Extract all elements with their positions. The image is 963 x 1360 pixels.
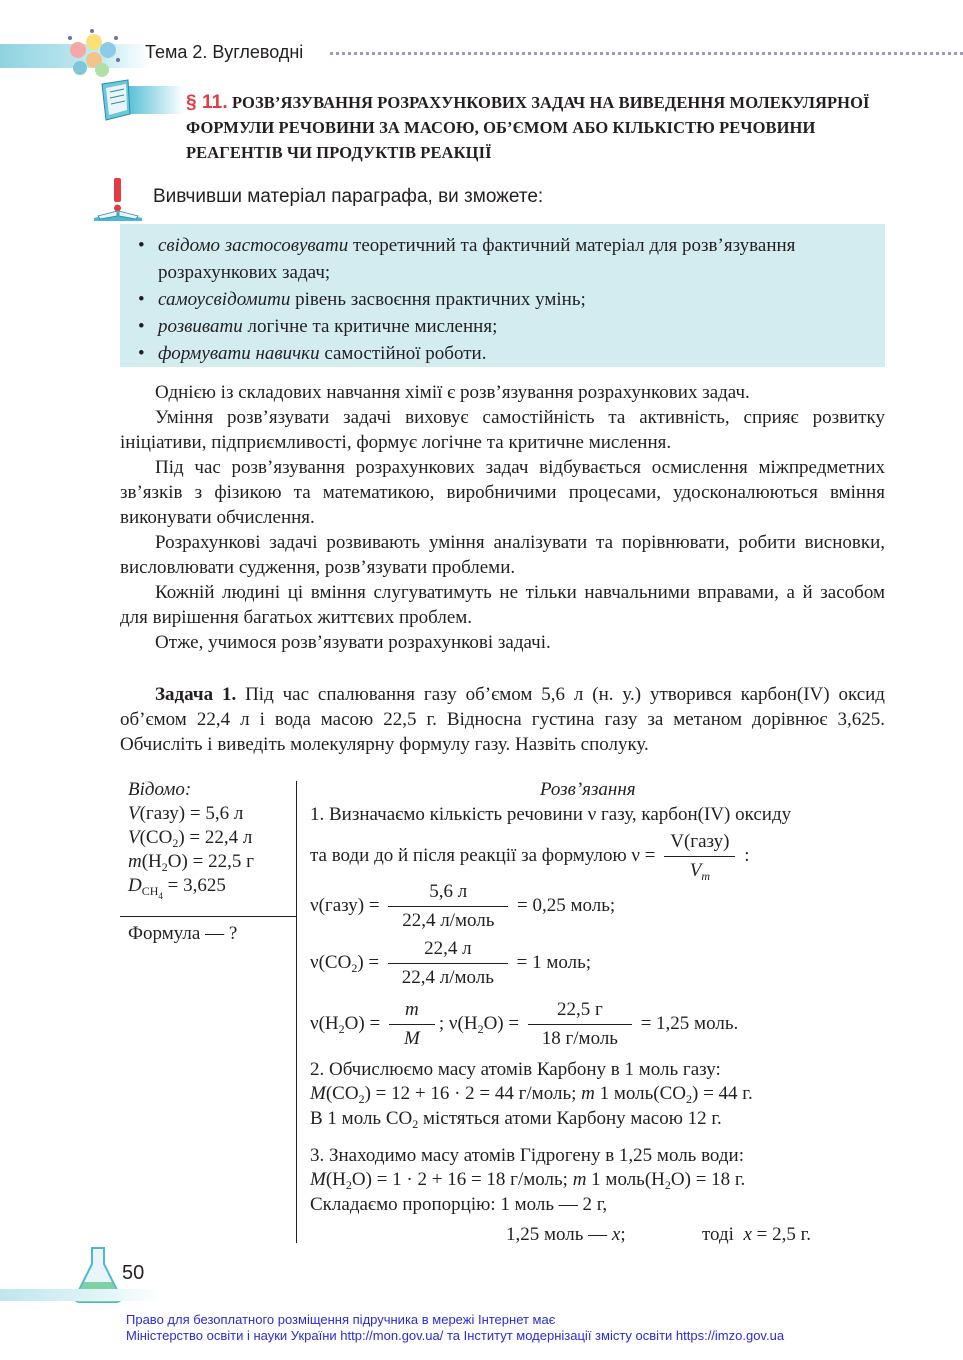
goal-emphasis: формувати навички: [158, 343, 320, 364]
step3-result: тоді x = 2,5 г.: [702, 1224, 812, 1245]
step3-line2: $M(H_2O) = 1 \cdot 2 + 16 = 18$ г/моль; m 1 $моль(H_2O) = 18$ г.: [310, 1169, 746, 1192]
goal-emphasis: самоусвідомити: [158, 289, 291, 310]
given-v-co2: $V(CO_2) = 22,4$ л: [128, 827, 253, 850]
nu-h2o-equation: $\nu(H_2O)$ = $\frac{m}{M}$ ; $\nu(H_2O)$ = $\frac{22,5 г}{\text{18 г/моль}}$ = 1,25 моль.: [310, 999, 739, 1049]
step3-line1: 3. Знаходимо масу атомів Гідрогену в 1,25 моль води:: [310, 1145, 744, 1166]
step2-line3: В 1 моль $CO_2$ містяться атоми Карбону масою 12 г.: [310, 1108, 722, 1131]
goal-text: теоретичний та фактичний матеріал для розв’язування розрахункових задач;: [158, 235, 796, 283]
header-dotted-line: [330, 52, 963, 55]
learning-goals-heading: Вивчивши матеріал параграфа, ви зможете:: [153, 186, 544, 207]
given-find: Формула — ?: [128, 923, 238, 944]
paragraph: Уміння розв’язувати задачі виховує самостійність та активність, сприяє розвитку ініціативи, підприємливості, формує логічне та критичне мислення.: [120, 407, 885, 453]
list-item: [158, 286, 885, 313]
given-underline: [120, 916, 296, 917]
page-number: 50: [122, 1262, 145, 1284]
open-book-exclamation-icon: [92, 178, 148, 222]
section-number: § 11.: [186, 92, 228, 113]
learning-goals-list: [120, 224, 885, 367]
license-line-1: Право для безоплатного розміщення підручника в мережі Інтернет має: [126, 1312, 556, 1327]
paragraph: Однією із складових навчання хімії є розв’язування розрахункових задач.: [155, 382, 750, 403]
goal-emphasis: свідомо застосовувати: [158, 235, 349, 256]
step1-line2: та води до й після реакції за формулою ν = $\frac{\text{V(газу)}}{V_m}$ :: [310, 831, 750, 883]
topic-title: Тема 2. Вуглеводні: [145, 42, 304, 62]
license-line-2[interactable]: Міністерство освіти і науки України http://mon.gov.ua/ та Інститут модернізації змісту освіти https://imzo.gov.ua: [126, 1328, 785, 1343]
goal-text: самостійної роботи.: [319, 343, 487, 364]
given-density: $D_{CH_4} = 3,625$: [128, 875, 226, 901]
nu-co2-equation: $\nu(CO_2)$ = $\frac{22,4 л}{\text{22,4 л/моль}}$ = 1 моль;: [310, 938, 592, 988]
paragraph: Отже, учимося розв’язувати розрахункові задачі.: [155, 632, 551, 653]
book-icon: [98, 78, 184, 124]
step2-line1: 2. Обчислюємо масу атомів Карбону в 1 моль газу:: [310, 1059, 721, 1080]
given-v-gas: V(газу) = 5,6 л: [128, 803, 244, 824]
section-heading-text: РОЗВ’ЯЗУВАННЯ РОЗРАХУНКОВИХ ЗАДАЧ НА ВИВЕДЕННЯ МОЛЕКУЛЯРНОЇ ФОРМУЛИ РЕЧОВИНИ ЗА МАСОЮ, ОБ’ЄМОМ АБО КІЛЬКІСТЮ РЕЧОВИНИ РЕАГЕНТІВ ЧИ ПРОДУКТІВ РЕАКЦІЇ: [186, 93, 870, 162]
step1-line1: 1. Визначаємо кількість речовини ν газу, карбон(IV) оксиду: [310, 804, 792, 825]
list-item: [158, 340, 885, 367]
list-item: [158, 313, 885, 340]
formula-fraction: $\frac{\text{V(газу)}}{V_m}$: [664, 830, 735, 883]
given-solution-divider: [296, 781, 297, 1243]
intro-text: [120, 380, 885, 655]
section-title: [186, 90, 886, 165]
goal-text: рівень засвоєння практичних умінь;: [290, 289, 586, 310]
task-label: Задача 1.: [155, 684, 237, 705]
paragraph: Кожній людині ці вміння слугуватимуть не тільки навчальними вправами, а й засобом для вирішення багатьох життєвих проблем.: [120, 582, 885, 628]
solution-heading: Розв’язання: [540, 779, 636, 800]
goal-emphasis: розвивати: [158, 316, 243, 337]
task-text: Під час спалювання газу об’ємом 5,6 л (н. у.) утворився карбон(IV) оксид об’ємом 22,4 л і вода масою 22,5 г. Відносна густина газу за метаном дорівнює 3,625. Обчисліть і виведіть молекулярну формулу газу. Назвіть сполуку.: [120, 684, 885, 755]
step2-line2: $M(CO_2) = 12 + 16 \cdot 2 = 44$ г/моль; m 1 $моль(CO_2) = 44$ г.: [310, 1083, 753, 1106]
paragraph: Під час розв’язування розрахункових задач відбувається осмислення міжпредметних зв’язків з фізикою та математикою, виробничими процесами, удосконалюються вміння виконувати обчислення.: [120, 457, 885, 528]
given-block: [128, 778, 254, 901]
step3-line3: Складаємо пропорцію: 1 моль — 2 г,: [310, 1194, 608, 1215]
learning-goals-box: [120, 224, 885, 367]
step3-proportion: 1,25 моль — x;: [506, 1224, 626, 1245]
list-item: [158, 232, 885, 286]
task-statement: [120, 682, 885, 757]
given-heading: Відомо:: [128, 779, 192, 800]
goal-text: логічне та критичне мислення;: [242, 316, 498, 337]
footer-color-band: [0, 1289, 160, 1301]
given-m-h2o: $m(H_2O) = 22,5$ г: [128, 851, 254, 874]
license-notice: [126, 1312, 784, 1344]
nu-gas-equation: ν(газу) = $\frac{5,6 л}{\text{22,4 л/моль}}$ = 0,25 моль;: [310, 881, 616, 931]
paragraph: Розрахункові задачі розвивають уміння аналізувати та порівнювати, робити висновки, висловлювати судження, розв’язувати проблеми.: [120, 532, 885, 578]
